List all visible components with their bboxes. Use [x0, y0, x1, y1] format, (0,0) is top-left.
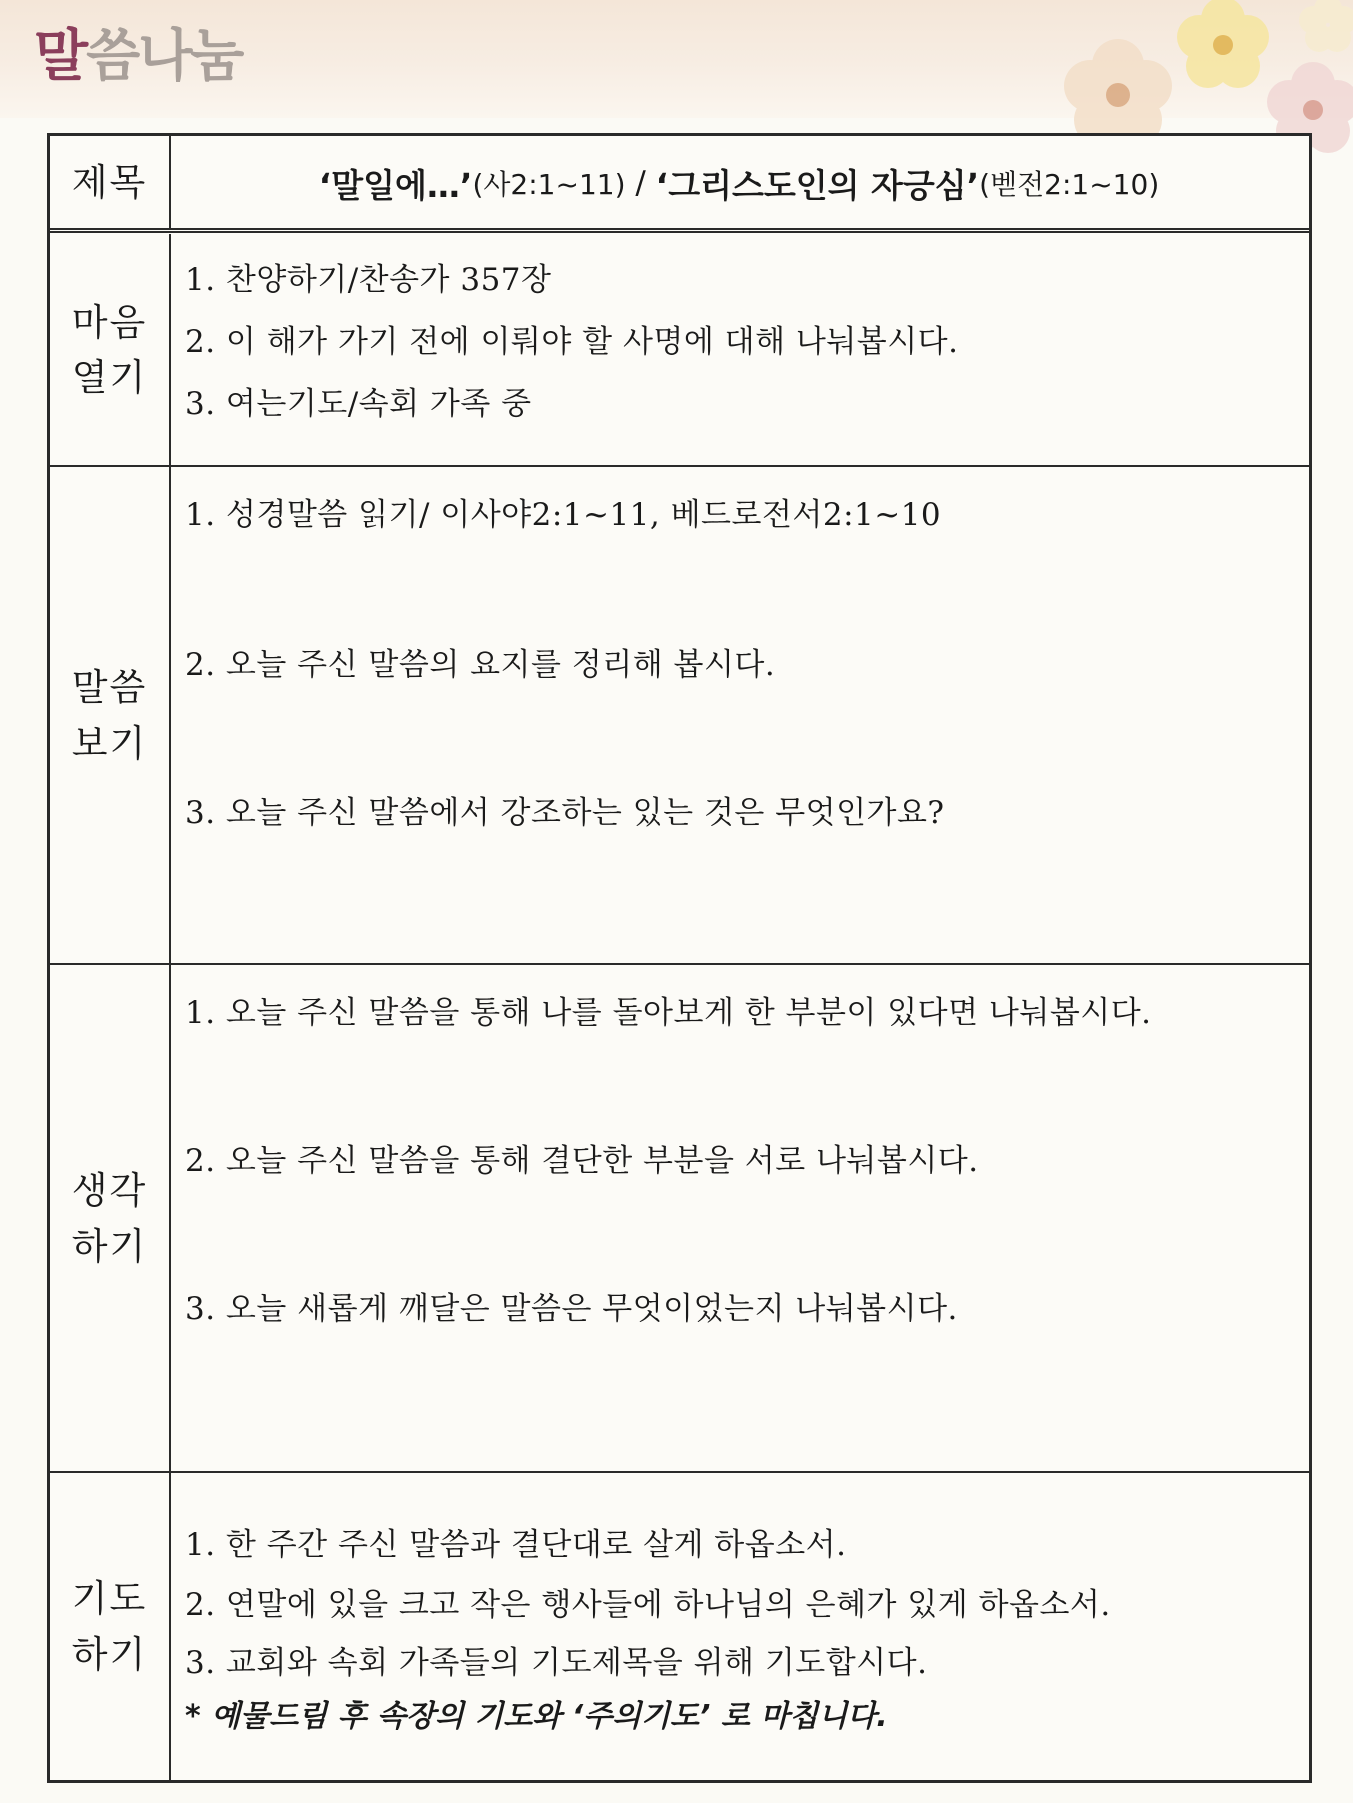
list-item: 1. 오늘 주신 말씀을 통해 나를 돌아보게 한 부분이 있다면 나눠봅시다.	[185, 995, 1152, 1031]
section-pray	[50, 1473, 1309, 1780]
section-label-cell	[50, 467, 171, 964]
sermon1-ref: (사2:1~11)	[472, 168, 626, 201]
title-label-cell	[50, 136, 171, 230]
section-label: 생각 하기	[71, 1169, 148, 1268]
title-content	[169, 136, 1309, 230]
list-item: 3. 오늘 주신 말씀에서 강조하는 있는 것은 무엇인가요?	[185, 795, 945, 831]
sermon-titles	[169, 136, 1309, 230]
header-banner	[0, 0, 1353, 118]
list-item: 2. 연말에 있을 크고 작은 행사들에 하나님의 은혜가 있게 하옵소서.	[185, 1587, 1111, 1623]
section-read-word	[50, 467, 1309, 964]
list-item: 3. 여는기도/속회 가족 중	[185, 386, 532, 422]
sermon2-title: ‘그리스도인의 자긍심’	[655, 165, 980, 205]
section-content	[169, 1473, 1309, 1780]
list-item: 1. 찬양하기/찬송가 357장	[185, 262, 552, 298]
page-title	[34, 12, 242, 102]
list-item: 2. 오늘 주신 말씀을 통해 결단한 부분을 서로 나눠봅시다.	[185, 1143, 979, 1179]
title-label: 제목	[71, 161, 148, 205]
section-reflect	[50, 965, 1309, 1472]
section-label: 기도 하기	[71, 1577, 148, 1676]
list-item: 3. 교회와 속회 가족들의 기도제목을 위해 기도합시다.	[185, 1645, 928, 1681]
list-item: 2. 이 해가 가기 전에 이뤄야 할 사명에 대해 나눠봅시다.	[185, 324, 959, 360]
title-divider	[50, 228, 1309, 233]
list-item: 3. 오늘 새롭게 깨달은 말씀은 무엇이었는지 나눠봅시다.	[185, 1291, 958, 1327]
page-title-rest: 씀나눔	[86, 24, 243, 89]
sermon1-title: ‘말일에…’	[318, 165, 473, 205]
page-title-accent: 말	[34, 24, 87, 89]
section-content	[169, 234, 1309, 466]
section-label: 마음 열기	[71, 300, 148, 399]
closing-note: * 예물드림 후 속장의 기도와 ‘주의기도’ 로 마칩니다.	[185, 1699, 888, 1734]
section-label: 말씀 보기	[71, 666, 148, 765]
title-row	[50, 136, 1309, 230]
list-item: 2. 오늘 주신 말씀의 요지를 정리해 봅시다.	[185, 647, 776, 683]
section-content	[169, 467, 1309, 964]
title-separator: /	[625, 165, 656, 201]
section-open-heart	[50, 234, 1309, 466]
section-label-cell	[50, 1473, 171, 1780]
list-item: 1. 성경말씀 읽기/ 이사야2:1~11, 베드로전서2:1~10	[185, 497, 942, 533]
section-content	[169, 965, 1309, 1472]
list-item: 1. 한 주간 주신 말씀과 결단대로 살게 하옵소서.	[185, 1527, 847, 1563]
section-label-cell	[50, 965, 171, 1472]
section-label-cell	[50, 234, 171, 466]
sermon2-ref: (벧전2:1~10)	[979, 168, 1160, 201]
worksheet-table	[47, 133, 1312, 1783]
